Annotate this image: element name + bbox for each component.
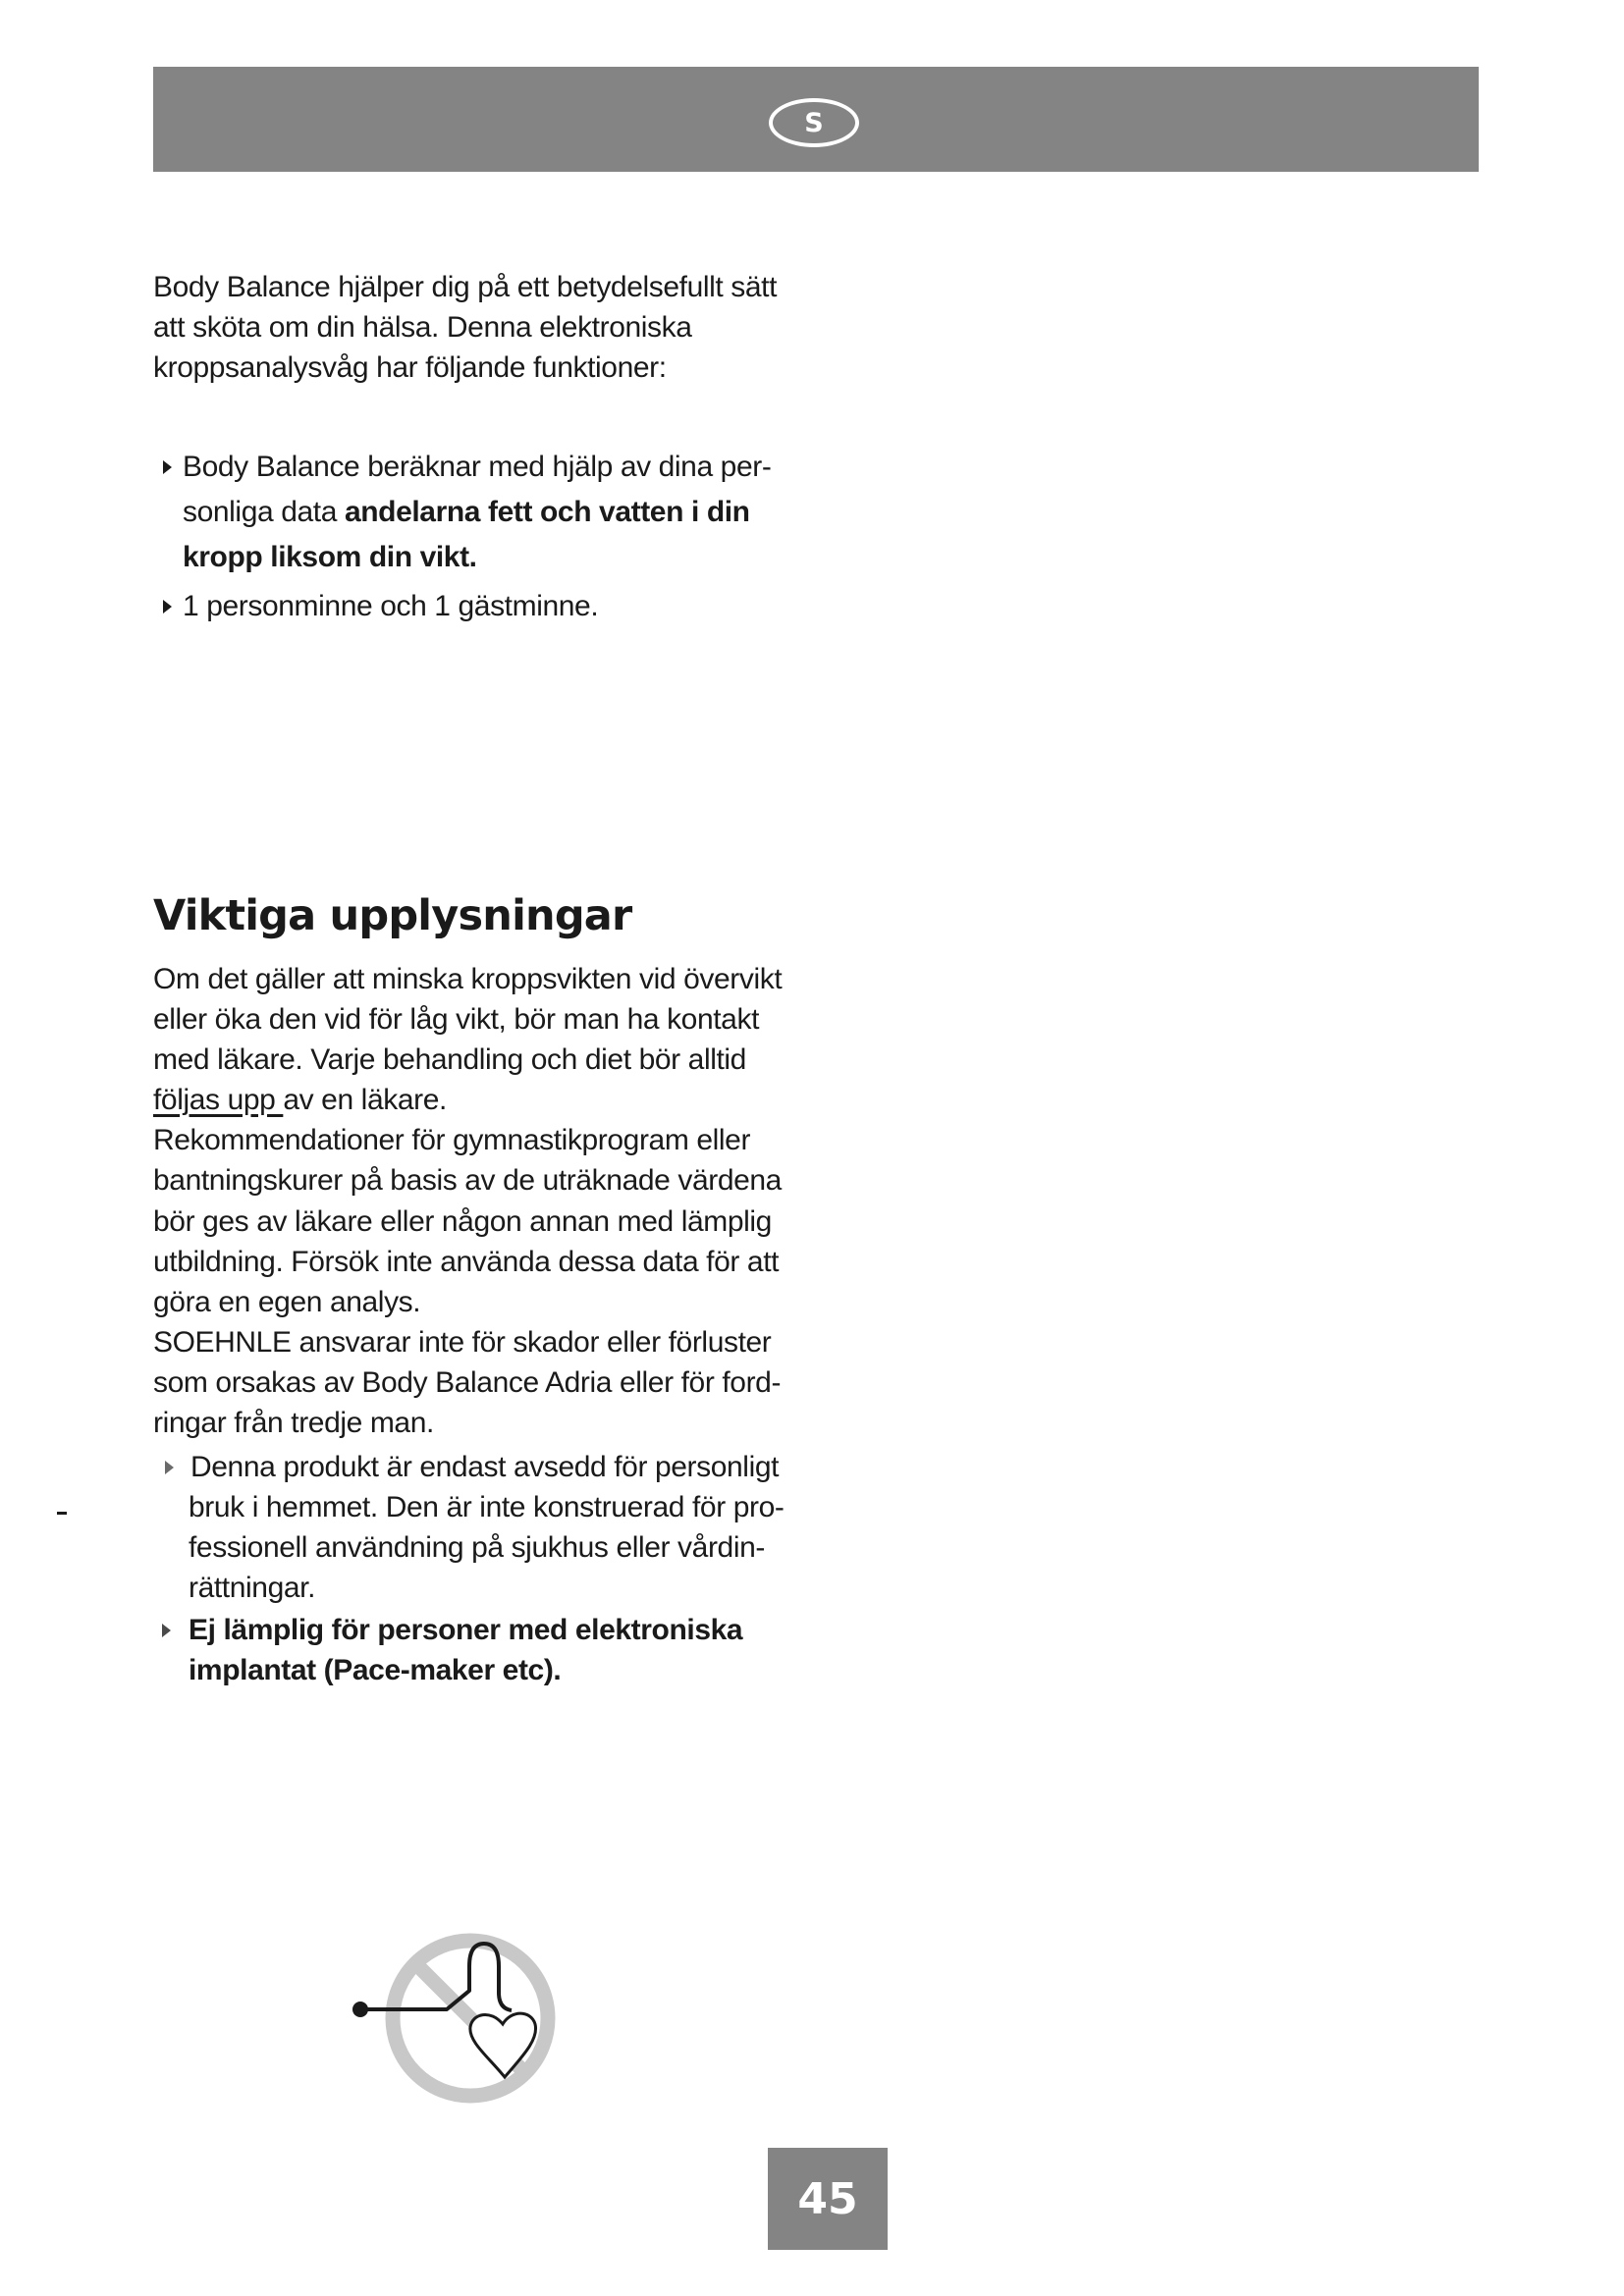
- margin-mark: [57, 1512, 67, 1515]
- language-badge: [769, 98, 859, 147]
- section-title: Viktiga upplysningar: [153, 891, 632, 940]
- feature-item: [153, 445, 801, 580]
- no-pacemaker-icon: [349, 1932, 560, 2104]
- body-line: göra en egen analys.: [153, 1285, 421, 1318]
- warning-text: bruk i hemmet. Den är inte konstruerad för pro-: [189, 1491, 785, 1523]
- body-text: av en läkare.: [283, 1084, 447, 1117]
- bullet-triangle-icon: [162, 1624, 171, 1637]
- body-line: ringar från tredje man.: [153, 1407, 434, 1440]
- body-line: Rekommendationer för gymnastikprogram eller: [153, 1124, 751, 1157]
- body-line: utbildning. Försök inte använda dessa data för att: [153, 1245, 780, 1278]
- feature-item: [153, 584, 801, 629]
- important-info-paragraph: [153, 959, 801, 1443]
- warning-text: rättningar.: [189, 1572, 316, 1604]
- feature-list: [153, 445, 801, 633]
- pacemaker-connector: [352, 2002, 368, 2017]
- body-line: bör ges av läkare eller någon annan med lämplig: [153, 1204, 772, 1238]
- body-line: SOEHNLE ansvarar inte för skador eller förluster: [153, 1325, 772, 1359]
- body-line: som orsakas av Body Balance Adria eller för ford-: [153, 1365, 782, 1399]
- warning-list: [153, 1447, 801, 1690]
- body-line: eller öka den vid för låg vikt, bör man ha kontakt: [153, 1003, 760, 1037]
- feature-text: sonliga data: [183, 496, 345, 528]
- feature-text: Body Balance beräknar med hjälp av dina per-: [183, 451, 772, 483]
- intro-line: att sköta om din hälsa. Denna elektroniska: [153, 311, 692, 344]
- body-line: bantningskurer på basis av de uträknade värdena: [153, 1164, 782, 1198]
- warning-item: [153, 1447, 801, 1608]
- intro-paragraph: [153, 267, 801, 388]
- feature-bold-text: kropp liksom din vikt.: [183, 541, 477, 573]
- underlined-text: följas upp: [153, 1084, 284, 1117]
- bullet-triangle-icon: [163, 460, 172, 474]
- body-line: [153, 1080, 801, 1120]
- feature-bold-text: andelarna fett och vatten i din: [344, 496, 750, 528]
- language-code: S: [804, 107, 824, 138]
- bullet-triangle-icon: [165, 1461, 174, 1474]
- warning-bold-text: Ej lämplig för personer med elektroniska: [189, 1614, 743, 1646]
- feature-text: 1 personminne och 1 gästminne.: [183, 590, 599, 622]
- warning-text: Denna produkt är endast avsedd för personligt: [190, 1451, 780, 1483]
- bullet-triangle-icon: [163, 600, 172, 614]
- page-number: 45: [768, 2148, 888, 2250]
- warning-bold-text: implantat (Pace-maker etc).: [189, 1654, 562, 1686]
- intro-line: Body Balance hjälper dig på ett betydelsefullt sätt: [153, 271, 778, 303]
- warning-text: fessionell användning på sjukhus eller vårdin-: [189, 1531, 765, 1564]
- body-line: med läkare. Varje behandling och diet bör alltid: [153, 1043, 746, 1077]
- intro-line: kroppsanalysvåg har följande funktioner:: [153, 351, 667, 384]
- warning-item: [153, 1610, 801, 1690]
- body-line: Om det gäller att minska kroppsvikten vid övervikt: [153, 963, 783, 995]
